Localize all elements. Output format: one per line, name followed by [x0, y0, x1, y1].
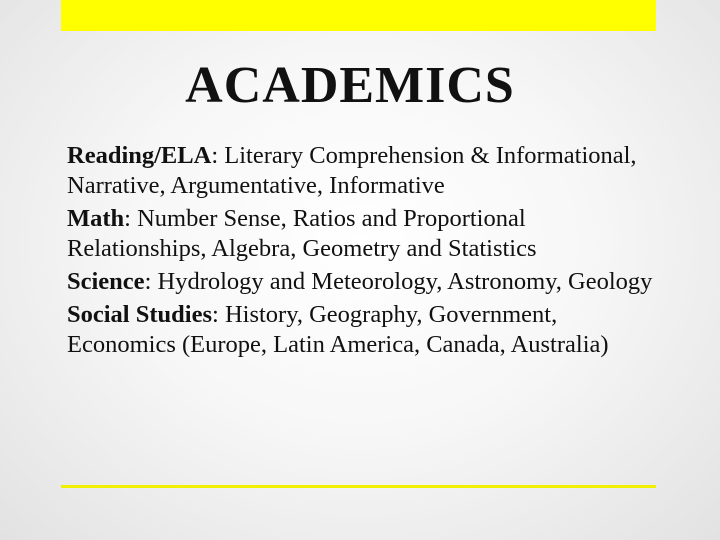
- section-science: [67, 267, 667, 297]
- section-reading-ela: [67, 141, 667, 201]
- slide-body: [67, 141, 667, 363]
- section-separator: :: [124, 205, 138, 232]
- section-separator: :: [211, 142, 225, 169]
- section-social-studies: [67, 300, 667, 360]
- bottom-divider: [61, 485, 656, 488]
- section-text: Hydrology and Meteorology, Astronomy, Geology: [157, 268, 653, 295]
- section-text: Number Sense, Ratios and Proportional Relationships, Algebra, Geometry and Statistics: [67, 205, 537, 262]
- section-subject: Social Studies: [67, 301, 212, 328]
- section-math: [67, 204, 667, 264]
- section-separator: :: [144, 268, 158, 295]
- section-subject: Reading/ELA: [67, 142, 212, 169]
- top-accent-bar: [61, 0, 656, 31]
- section-subject: Math: [67, 205, 125, 232]
- section-text: History, Geography, Government, Economics (Europe, Latin America, Canada, Australia): [67, 301, 609, 358]
- section-text: Literary Comprehension & Informational, Narrative, Argumentative, Informative: [67, 142, 637, 199]
- slide-title: ACADEMICS: [185, 57, 515, 114]
- section-subject: Science: [67, 268, 145, 295]
- section-separator: :: [212, 301, 225, 328]
